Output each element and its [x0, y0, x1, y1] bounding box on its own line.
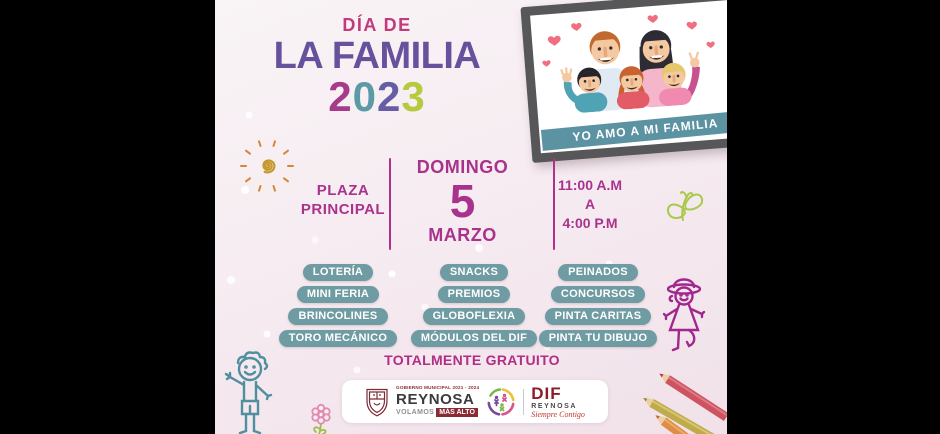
boy-doodle-icon: [220, 346, 280, 434]
event-day: DOMINGO: [416, 157, 509, 177]
family-cartoon-graphic: [535, 5, 727, 116]
sun-doodle-icon: [237, 136, 297, 196]
dif-emblem-icon: [486, 387, 516, 417]
logo-divider: [523, 389, 524, 415]
event-month: MARZO: [428, 225, 497, 245]
dif-city: REYNOSA: [531, 402, 578, 410]
time-to: 4:00 P.M: [562, 214, 618, 231]
event-date: [405, 158, 520, 244]
activities-column-3: [515, 264, 681, 347]
year-digit: 2: [328, 73, 353, 120]
reynosa-wordmark: [396, 386, 479, 417]
reynosa-city-name: REYNOSA: [396, 390, 475, 408]
venue-line-1: PLAZA: [316, 182, 370, 199]
slogan-volamos: VOLAMOS: [396, 408, 435, 416]
activity-pill: PREMIOS: [438, 286, 511, 303]
reynosa-slogan: [396, 408, 479, 417]
time-connector: A: [584, 195, 596, 212]
activity-pill: PINTA TU DIBUJO: [539, 330, 658, 347]
activity-pill: LOTERÍA: [303, 264, 373, 281]
family-photo-frame: [520, 0, 727, 163]
girl-doodle-icon: [659, 274, 709, 358]
title-line-1: DÍA DE: [342, 15, 412, 35]
activity-pill: SNACKS: [440, 264, 508, 281]
activity-pill: PEINADOS: [558, 264, 638, 281]
activity-pill: MÓDULOS DEL DIF: [411, 330, 537, 347]
activity-pill: GLOBOFLEXIA: [423, 308, 526, 325]
title-year: [227, 73, 527, 120]
flower-doodle-icon: [307, 402, 335, 434]
colored-pencils-icon: [636, 370, 727, 434]
background-dots: [215, 0, 219, 4]
dif-name: DIF: [531, 383, 562, 403]
activity-pill: PINTA CARITAS: [545, 308, 652, 325]
year-digit: 2: [377, 73, 402, 120]
gov-municipal-line: GOBIERNO MUNICIPAL 2021 - 2024: [396, 385, 480, 391]
activity-pill: BRINCOLINES: [288, 308, 387, 325]
slogan-mas-alto-badge: MÁS ALTO: [436, 408, 478, 417]
reynosa-shield-icon: [365, 387, 389, 417]
event-time: [530, 176, 650, 233]
poster-title: [227, 16, 527, 118]
title-line-2: LA FAMILIA: [273, 35, 481, 77]
dif-wordmark: [531, 385, 585, 419]
family-illustration: [535, 5, 727, 116]
divider-line: [389, 158, 391, 250]
event-date-number: 5: [449, 175, 476, 227]
family-day-poster: [215, 0, 727, 434]
photo-caption-banner: YO AMO A MI FAMILIA: [541, 110, 727, 151]
butterfly-doodle-icon: [663, 184, 707, 228]
venue-line-2: PRINCIPAL: [300, 200, 386, 218]
dif-slogan: Siempre Contigo: [531, 409, 585, 419]
activity-pill: TORO MECÁNICO: [279, 330, 397, 347]
activity-pill: MINI FERIA: [297, 286, 379, 303]
activity-pill: CONCURSOS: [551, 286, 645, 303]
time-from: 11:00 A.M: [557, 177, 623, 193]
year-digit: 3: [401, 73, 426, 120]
free-admission-label: TOTALMENTE GRATUITO: [384, 352, 560, 368]
year-digit: 0: [352, 73, 377, 120]
footer-logo-bar: [342, 380, 608, 423]
